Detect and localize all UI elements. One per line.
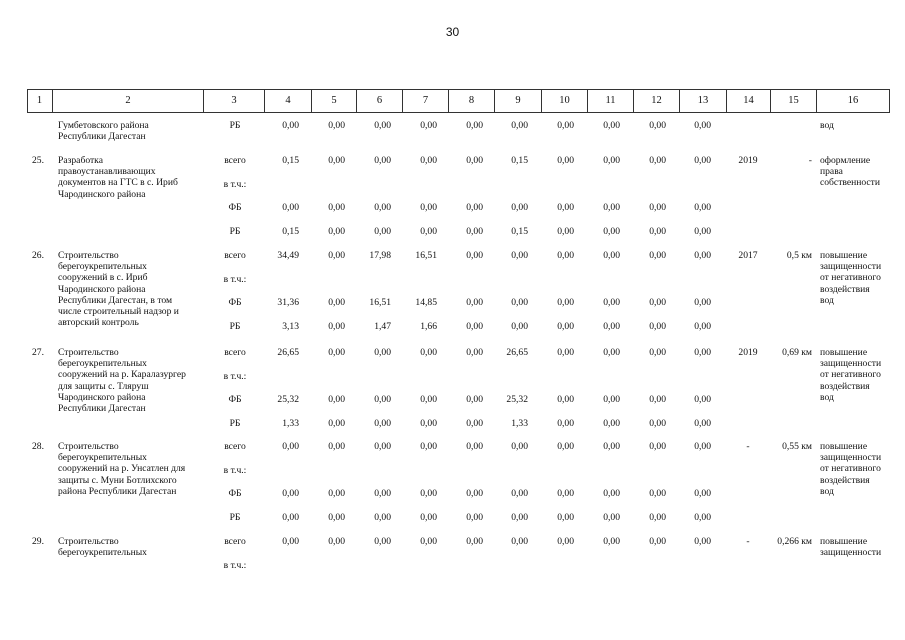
row-description-line: Гумбетовского района bbox=[58, 120, 149, 131]
table-cell-value: 0,00 bbox=[374, 441, 391, 452]
table-cell-value: 0,15 bbox=[282, 155, 299, 166]
table-cell-value: 0,00 bbox=[557, 536, 574, 547]
table-cell-value: 0,00 bbox=[603, 297, 620, 308]
subrow-label: РБ bbox=[229, 511, 241, 523]
table-cell-value: 0,00 bbox=[374, 417, 391, 429]
table-cell-value: 0,00 bbox=[374, 202, 391, 213]
table-cell-value: 0,00 bbox=[694, 202, 711, 213]
table-cell-value: 0,00 bbox=[603, 394, 620, 405]
table-cell-value: 0,00 bbox=[603, 155, 620, 166]
table-cell-value: 26,65 bbox=[277, 347, 299, 358]
row-result-line: воздействия bbox=[820, 380, 870, 392]
table-cell-value: 0,00 bbox=[466, 297, 483, 308]
table-cell-value: 0,15 bbox=[511, 225, 528, 237]
row-result-line: от негативного bbox=[820, 272, 881, 284]
table-cell-value: 0,00 bbox=[511, 297, 528, 308]
table-cell-value: 26,65 bbox=[506, 347, 528, 358]
row-description-line: сооружений на р. Каралазургер bbox=[58, 369, 186, 381]
row-number: 28. bbox=[32, 441, 44, 452]
table-cell-value: 0,00 bbox=[649, 441, 666, 452]
table-cell-value: 0,00 bbox=[328, 441, 345, 452]
row-description-line: Республики Дагестан bbox=[58, 403, 146, 414]
table-cell-value: 0,00 bbox=[420, 155, 437, 166]
table-cell-value: 0,00 bbox=[374, 120, 391, 131]
table-cell-value: 0,00 bbox=[466, 320, 483, 332]
table-cell-value: 0,00 bbox=[282, 120, 299, 131]
header-col-8: 8 bbox=[449, 89, 495, 112]
table-cell-value: 0,00 bbox=[649, 120, 666, 131]
table-cell-value: 0,00 bbox=[374, 347, 391, 358]
header-col-7: 7 bbox=[403, 89, 449, 112]
table-cell-value: 0,00 bbox=[420, 441, 437, 452]
table-cell-value: 0,00 bbox=[328, 155, 345, 166]
table-cell-value: 1,66 bbox=[420, 320, 437, 332]
row-result-line: защищенности bbox=[820, 261, 882, 273]
row-description-line: Республики Дагестан, в том bbox=[58, 294, 173, 306]
header-col-6: 6 bbox=[357, 89, 403, 112]
subrow-label: в т.ч.: bbox=[223, 464, 247, 476]
table-cell-value: 0,00 bbox=[603, 441, 620, 452]
row-year: - bbox=[746, 441, 750, 452]
table-cell-value: 0,00 bbox=[328, 511, 345, 523]
row-length: 0,266 км bbox=[777, 536, 812, 547]
row-result-line: повышение bbox=[820, 536, 868, 547]
table-cell-value: 0,00 bbox=[694, 488, 711, 499]
header-col-2: 2 bbox=[53, 89, 204, 112]
table-cell-value: 0,00 bbox=[511, 320, 528, 332]
table-cell-value: 0,00 bbox=[603, 511, 620, 523]
row-description-line: правоустанавливающих bbox=[58, 166, 156, 178]
table-cell-value: 0,00 bbox=[466, 511, 483, 523]
row-description-line: берегоукрепительных bbox=[58, 261, 147, 273]
header-col-1: 1 bbox=[27, 89, 53, 112]
row-description-line: сооружений в с. Ириб bbox=[58, 272, 148, 284]
subrow-label: РБ bbox=[229, 320, 241, 332]
table-cell-value: 0,00 bbox=[694, 320, 711, 332]
row-result-line: от негативного bbox=[820, 463, 881, 475]
row-number: 29. bbox=[32, 536, 44, 547]
row-description-line: берегоукрепительных bbox=[58, 452, 147, 464]
table-cell-value: 0,00 bbox=[557, 320, 574, 332]
row-result-line: вод bbox=[820, 120, 834, 131]
row-description-line: защиты с. Муни Ботлихского bbox=[58, 474, 177, 486]
table-cell-value: 0,00 bbox=[694, 347, 711, 358]
table-cell-value: 0,00 bbox=[328, 120, 345, 131]
row-description-line: Чародинского района bbox=[58, 283, 146, 295]
table-cell-value: 0,00 bbox=[557, 417, 574, 429]
table-cell-value: 0,00 bbox=[374, 155, 391, 166]
header-col-5: 5 bbox=[312, 89, 357, 112]
table-cell-value: 0,00 bbox=[420, 202, 437, 213]
table-cell-value: 0,00 bbox=[694, 120, 711, 131]
table-cell-value: 0,00 bbox=[649, 417, 666, 429]
table-cell-value: 1,47 bbox=[374, 320, 391, 332]
row-number: 27. bbox=[32, 347, 44, 358]
table-cell-value: 0,00 bbox=[282, 511, 299, 523]
table-cell-value: 0,00 bbox=[466, 488, 483, 499]
table-cell-value: 0,00 bbox=[328, 488, 345, 499]
table-cell-value: 0,00 bbox=[603, 250, 620, 261]
header-col-14: 14 bbox=[727, 89, 771, 112]
subrow-label: РБ bbox=[229, 120, 241, 131]
table-cell-value: 0,00 bbox=[557, 155, 574, 166]
table-cell-value: 1,33 bbox=[511, 417, 528, 429]
subrow-label: всего bbox=[224, 536, 246, 547]
table-cell-value: 14,85 bbox=[415, 297, 437, 308]
row-length: 0,69 км bbox=[782, 347, 812, 358]
header-bottom-line bbox=[27, 112, 890, 113]
row-description-line: числе строительный надзор и bbox=[58, 306, 179, 317]
table-cell-value: 0,00 bbox=[282, 488, 299, 499]
table-cell-value: 0,00 bbox=[649, 250, 666, 261]
subrow-label: ФБ bbox=[228, 488, 242, 499]
table-cell-value: 0,00 bbox=[649, 488, 666, 499]
row-description-line: сооружений на р. Унсатлен для bbox=[58, 463, 186, 475]
table-cell-value: 0,00 bbox=[420, 347, 437, 358]
row-result-line: оформление bbox=[820, 155, 871, 166]
table-cell-value: 0,00 bbox=[511, 202, 528, 213]
header-col-15: 15 bbox=[771, 89, 817, 112]
table-cell-value: 0,00 bbox=[420, 394, 437, 405]
table-cell-value: 0,00 bbox=[649, 394, 666, 405]
table-cell-value: 25,32 bbox=[277, 394, 299, 405]
table-cell-value: 0,00 bbox=[420, 488, 437, 499]
table-cell-value: 0,00 bbox=[694, 225, 711, 237]
table-cell-value: 0,00 bbox=[603, 536, 620, 547]
table-cell-value: 0,00 bbox=[374, 511, 391, 523]
table-cell-value: 0,00 bbox=[557, 202, 574, 213]
table-cell-value: 0,00 bbox=[282, 441, 299, 452]
table-cell-value: 0,00 bbox=[420, 120, 437, 131]
table-cell-value: 0,00 bbox=[374, 488, 391, 499]
table-cell-value: 17,98 bbox=[369, 250, 391, 261]
row-result-line: повышение bbox=[820, 441, 868, 452]
header-col-9: 9 bbox=[495, 89, 542, 112]
row-description-line: Разработка bbox=[58, 155, 103, 166]
table-cell-value: 0,00 bbox=[694, 511, 711, 523]
header-col-3: 3 bbox=[204, 89, 265, 112]
table-cell-value: 0,00 bbox=[649, 511, 666, 523]
table-cell-value: 0,00 bbox=[328, 202, 345, 213]
table-header bbox=[27, 89, 890, 112]
table-cell-value: 0,00 bbox=[603, 225, 620, 237]
table-cell-value: 25,32 bbox=[506, 394, 528, 405]
table-cell-value: 0,00 bbox=[694, 536, 711, 547]
table-cell-value: 0,00 bbox=[603, 320, 620, 332]
subrow-label: всего bbox=[224, 347, 246, 358]
table-cell-value: 0,00 bbox=[466, 536, 483, 547]
table-cell-value: 0,00 bbox=[328, 225, 345, 237]
table-cell-value: 0,00 bbox=[511, 488, 528, 499]
table-cell-value: 0,00 bbox=[649, 202, 666, 213]
table-cell-value: 0,00 bbox=[420, 536, 437, 547]
row-description-line: авторский контроль bbox=[58, 317, 139, 329]
table-cell-value: 0,00 bbox=[649, 297, 666, 308]
table-cell-value: 0,00 bbox=[694, 155, 711, 166]
table-cell-value: 0,00 bbox=[603, 120, 620, 131]
table-cell-value: 0,00 bbox=[649, 536, 666, 547]
subrow-label: ФБ bbox=[228, 202, 242, 213]
table-cell-value: 0,00 bbox=[557, 120, 574, 131]
row-description-line: Чародинского района bbox=[58, 391, 146, 403]
subrow-label: ФБ bbox=[228, 297, 242, 308]
subrow-label: РБ bbox=[229, 417, 241, 429]
table-cell-value: 0,00 bbox=[557, 250, 574, 261]
row-description-line: района Республики Дагестан bbox=[58, 485, 177, 497]
table-cell-value: 0,00 bbox=[328, 417, 345, 429]
row-year: - bbox=[746, 536, 750, 547]
row-result-line: вод bbox=[820, 391, 834, 403]
table-cell-value: 0,00 bbox=[374, 394, 391, 405]
table-cell-value: 1,33 bbox=[282, 417, 299, 429]
table-cell-value: 0,00 bbox=[420, 511, 437, 523]
table-cell-value: 0,00 bbox=[603, 347, 620, 358]
table-cell-value: 0,00 bbox=[466, 155, 483, 166]
subrow-label: в т.ч.: bbox=[223, 370, 247, 382]
table-cell-value: 0,00 bbox=[328, 394, 345, 405]
row-description-line: Строительство bbox=[58, 347, 119, 358]
table-cell-value: 3,13 bbox=[282, 320, 299, 332]
table-cell-value: 0,00 bbox=[603, 417, 620, 429]
table-cell-value: 0,00 bbox=[511, 250, 528, 261]
table-cell-value: 0,00 bbox=[694, 250, 711, 261]
row-description-line: Строительство bbox=[58, 250, 119, 261]
table-cell-value: 0,00 bbox=[466, 417, 483, 429]
row-result-line: повышение bbox=[820, 347, 868, 358]
subrow-label: всего bbox=[224, 441, 246, 452]
row-description-line: Республики Дагестан bbox=[58, 131, 146, 143]
table-cell-value: 0,00 bbox=[420, 225, 437, 237]
table-cell-value: 0,00 bbox=[649, 347, 666, 358]
table-cell-value: 0,00 bbox=[466, 347, 483, 358]
table-cell-value: 0,00 bbox=[694, 417, 711, 429]
table-cell-value: 0,00 bbox=[282, 202, 299, 213]
table-cell-value: 0,00 bbox=[466, 441, 483, 452]
row-description-line: Строительство bbox=[58, 536, 119, 547]
header-col-4: 4 bbox=[265, 89, 312, 112]
header-col-10: 10 bbox=[542, 89, 588, 112]
table-cell-value: 16,51 bbox=[415, 250, 437, 261]
table-cell-value: 0,00 bbox=[557, 441, 574, 452]
table-cell-value: 0,00 bbox=[466, 225, 483, 237]
row-result-line: защищенности bbox=[820, 358, 882, 370]
table-cell-value: 0,00 bbox=[557, 297, 574, 308]
table-cell-value: 0,00 bbox=[557, 511, 574, 523]
row-result-line: от негативного bbox=[820, 369, 881, 381]
table-cell-value: 31,36 bbox=[277, 297, 299, 308]
row-result-line: права bbox=[820, 166, 843, 178]
table-cell-value: 0,00 bbox=[557, 347, 574, 358]
table-cell-value: 34,49 bbox=[277, 250, 299, 261]
row-length: 0,5 км bbox=[786, 250, 812, 261]
table-cell-value: 0,00 bbox=[649, 225, 666, 237]
table-cell-value: 0,00 bbox=[649, 155, 666, 166]
subrow-label: РБ bbox=[229, 225, 241, 237]
row-length: - bbox=[808, 155, 812, 166]
table-cell-value: 0,00 bbox=[694, 441, 711, 452]
table-cell-value: 0,00 bbox=[374, 536, 391, 547]
table-cell-value: 0,00 bbox=[466, 394, 483, 405]
table-cell-value: 0,00 bbox=[557, 225, 574, 237]
row-description-line: Чародинского района bbox=[58, 188, 146, 200]
table-cell-value: 0,00 bbox=[694, 297, 711, 308]
row-year: 2019 bbox=[738, 347, 758, 358]
subrow-label: ФБ bbox=[228, 394, 242, 405]
row-description-line: Строительство bbox=[58, 441, 119, 452]
table-cell-value: 0,00 bbox=[694, 394, 711, 405]
subrow-label: в т.ч.: bbox=[223, 273, 247, 285]
row-result-line: воздействия bbox=[820, 283, 870, 295]
header-col-11: 11 bbox=[588, 89, 634, 112]
subrow-label: всего bbox=[224, 155, 246, 166]
table-cell-value: 0,00 bbox=[649, 320, 666, 332]
table-cell-value: 0,00 bbox=[328, 536, 345, 547]
table-cell-value: 0,00 bbox=[603, 202, 620, 213]
table-cell-value: 0,00 bbox=[328, 347, 345, 358]
table-cell-value: 0,00 bbox=[466, 202, 483, 213]
header-col-13: 13 bbox=[680, 89, 727, 112]
row-description-line: документов на ГТС в с. Ириб bbox=[58, 177, 178, 189]
subrow-label: в т.ч.: bbox=[223, 178, 247, 190]
row-result-line: вод bbox=[820, 294, 834, 306]
table-cell-value: 0,15 bbox=[282, 225, 299, 237]
row-number: 26. bbox=[32, 250, 44, 261]
row-result-line: повышение bbox=[820, 250, 868, 261]
row-result-line: вод bbox=[820, 485, 834, 497]
row-description-line: берегоукрепительных bbox=[58, 547, 147, 559]
table-cell-value: 0,00 bbox=[511, 511, 528, 523]
table-cell-value: 0,00 bbox=[374, 225, 391, 237]
table-cell-value: 0,00 bbox=[511, 536, 528, 547]
table-cell-value: 16,51 bbox=[369, 297, 391, 308]
table-cell-value: 0,00 bbox=[328, 320, 345, 332]
row-description-line: берегоукрепительных bbox=[58, 358, 147, 370]
row-result-line: собственности bbox=[820, 177, 881, 189]
header-col-16: 16 bbox=[817, 89, 890, 112]
table-cell-value: 0,00 bbox=[603, 488, 620, 499]
table-cell-value: 0,00 bbox=[466, 120, 483, 131]
table-cell-value: 0,00 bbox=[557, 488, 574, 499]
row-result-line: защищенности bbox=[820, 547, 882, 559]
table-cell-value: 0,00 bbox=[557, 394, 574, 405]
table-cell-value: 0,00 bbox=[511, 441, 528, 452]
row-year: 2017 bbox=[738, 250, 758, 261]
page-number: 30 bbox=[445, 25, 460, 39]
subrow-label: всего bbox=[224, 250, 246, 261]
row-number: 25. bbox=[32, 155, 44, 166]
table-cell-value: 0,15 bbox=[511, 155, 528, 166]
subrow-label: в т.ч.: bbox=[223, 559, 247, 571]
row-description-line: для защиты с. Тляруш bbox=[58, 380, 149, 392]
table-cell-value: 0,00 bbox=[511, 120, 528, 131]
header-col-12: 12 bbox=[634, 89, 680, 112]
row-result-line: воздействия bbox=[820, 474, 870, 486]
row-year: 2019 bbox=[738, 155, 758, 166]
table-cell-value: 0,00 bbox=[328, 250, 345, 261]
table-cell-value: 0,00 bbox=[420, 417, 437, 429]
row-result-line: защищенности bbox=[820, 452, 882, 464]
table-cell-value: 0,00 bbox=[466, 250, 483, 261]
row-length: 0,55 км bbox=[782, 441, 812, 452]
table-cell-value: 0,00 bbox=[328, 297, 345, 308]
table-cell-value: 0,00 bbox=[282, 536, 299, 547]
